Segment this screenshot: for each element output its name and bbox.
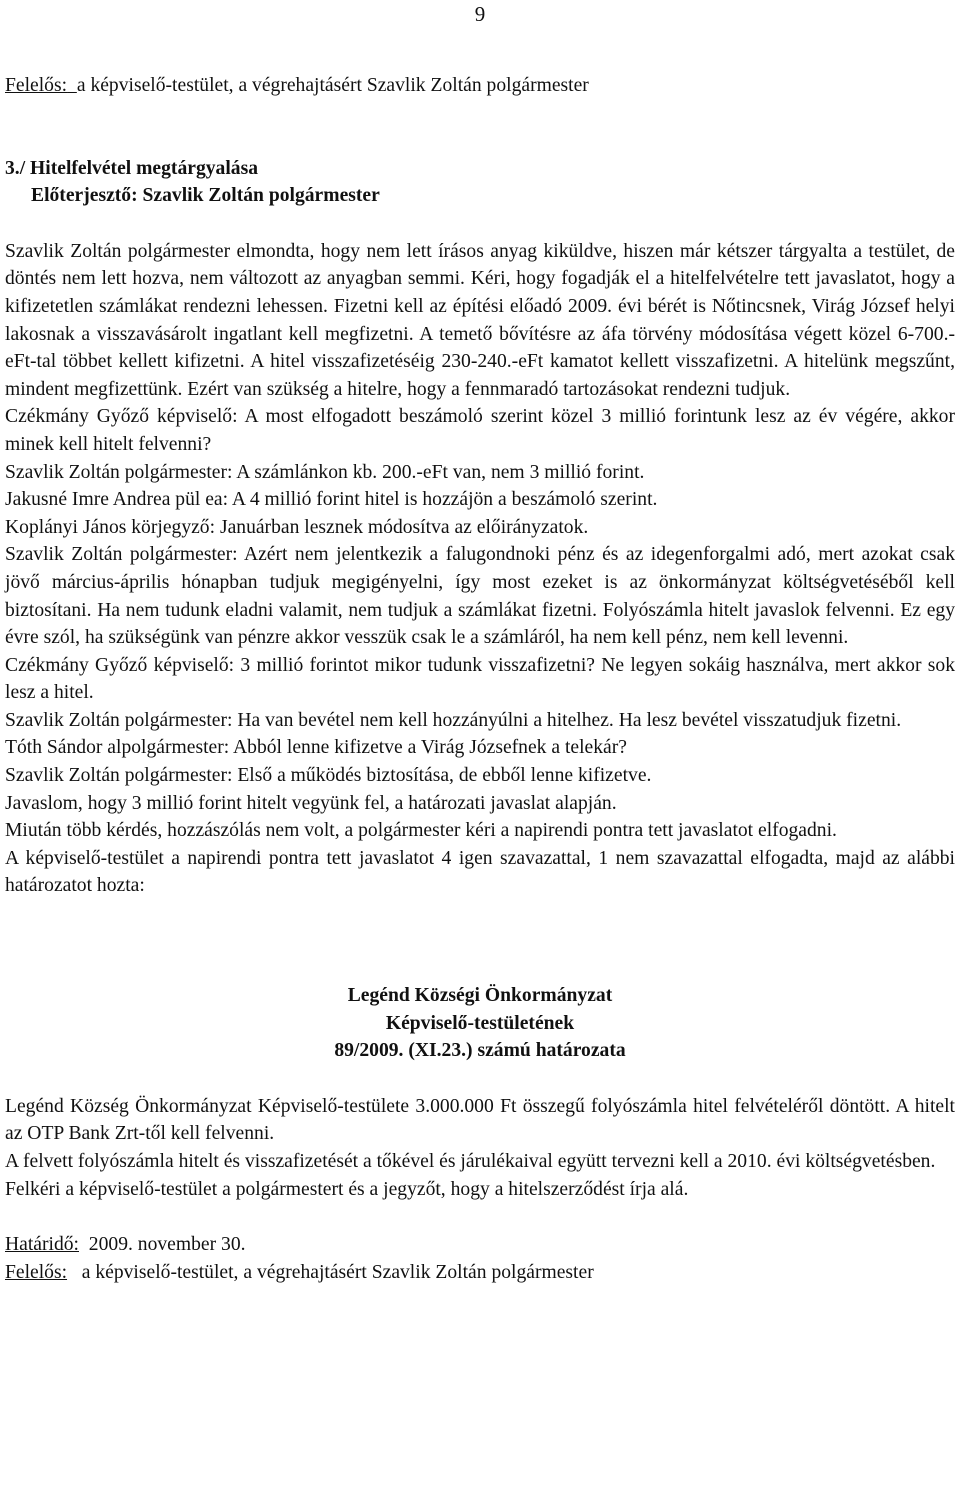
discussion [5, 238, 955, 900]
paragraph: Szavlik Zoltán polgármester: Azért nem jelentkezik a falugondnoki pénz és az idegenforgalmi adó, mert azokat csak jövő március-április hónapban tudjuk megigényelni, így most ezeket is az önkormányzat költségvetéséből kell biztosítani. Ha nem tudunk eladni valamit, nem tudjuk a számlákat fizetni. Folyószámla hitelt javaslok felvenni. Ez egy évre szól, ha szükségünk van pénzre akkor vesszük csak le a számláról, ha nem kell pénz, nem kell levenni. [5, 544, 955, 649]
responsible-text: a képviselő-testület, a végrehajtásért Szavlik Zoltán polgármester [76, 75, 589, 96]
resolution-title [5, 982, 955, 1065]
paragraph: Czékmány Győző képviselő: 3 millió forintot mikor tudunk visszafizetni? Ne legyen sokáig használva, mert akkor sok lesz a hitel. [5, 654, 955, 704]
page-number: 9 [474, 2, 486, 26]
paragraph: Tóth Sándor alpolgármester: Abból lenne kifizetve a Virág Józsefnek a telekár? [5, 737, 627, 759]
paragraph: Szavlik Zoltán polgármester: Első a működés biztosítása, de ebből lenne kifizetve. [5, 765, 652, 787]
resolution-title-line: 89/2009. (XI.23.) számú határozata [334, 1040, 626, 1062]
paragraph: A képviselő-testület a napirendi pontra tett javaslatot 4 igen szavazattal, 1 nem szavazattal elfogadta, majd az alábbi határozatot hozta: [5, 847, 955, 897]
paragraph: Szavlik Zoltán polgármester: Ha van bevétel nem kell hozzányúlni a hitelhez. Ha lesz bevétel visszatudjuk fizetni. [5, 709, 902, 731]
agenda-title: 3./ Hitelfelvétel megtárgyalása [5, 157, 258, 179]
agenda-presenter: Előterjesztő: Szavlik Zoltán polgármester [31, 185, 380, 207]
document-body [5, 72, 955, 1286]
agenda-heading [5, 155, 955, 210]
resolution-title-line: Képviselő-testületének [385, 1012, 575, 1034]
responsible-line-top [5, 72, 955, 100]
paragraph: Szavlik Zoltán polgármester: A számlánkon kb. 200.-eFt van, nem 3 millió forint. [5, 461, 645, 483]
deadline-label: Határidő: [5, 1234, 79, 1256]
resolution-paragraph: A felvett folyószámla hitelt és visszafizetését a tőkével és járulékaival együtt tervezni kell a 2010. évi költségvetésben. [5, 1151, 936, 1172]
resolution-paragraph: Felkéri a képviselő-testület a polgármestert és a jegyzőt, hogy a hitelszerződést írja alá. [5, 1178, 689, 1200]
paragraph: Jakusné Imre Andrea pül ea: A 4 millió forint hitel is hozzájön a beszámoló szerint. [5, 489, 658, 511]
resolution-title-line: Legénd Községi Önkormányzat [347, 985, 613, 1007]
paragraph: Miután több kérdés, hozzászólás nem volt, a polgármester kéri a napirendi pontra tett javaslatot elfogadni. [5, 820, 837, 842]
paragraph: Szavlik Zoltán polgármester elmondta, hogy nem lett írásos anyag kiküldve, hiszen már kétszer tárgyalta a testület, de döntés nem lett hozva, nem változott az anyagban semmi. Kéri, hogy fogadják el a hitelfelvételre tett javaslatot, hogy a kifizetetlen számlákat rendezni lehessen. Fizetni kell az építési előadó 2009. évi bérét is Nőtincsnek, Virág József helyi lakosnak a visszavásárolt ingatlant kell megfizetni. A temető bővítésre az áfa törvény módosítása végett közel 6-700.- eFt-tal többet kellett kifizetni. A hitel visszafizetéséig 230-240.-eFt kamatot kellett visszafizetni. A hitelünk megszűnt, mindent megfizettünk. Ezért van szükség a hitelre, hogy a fennmaradó tartozásokat rendezni tudjuk. [5, 240, 955, 400]
deadline-line [5, 1231, 955, 1259]
responsible-text: a képviselő-testület, a végrehajtásért Szavlik Zoltán polgármester [81, 1261, 594, 1283]
responsible-label: Felelős: [5, 75, 68, 96]
responsible-line-bottom [5, 1259, 955, 1287]
paragraph: Javaslom, hogy 3 millió forint hitelt vegyünk fel, a határozati javaslat alapján. [5, 792, 617, 814]
paragraph: Koplányi János körjegyző: Januárban lesznek módosítva az előirányzatok. [5, 516, 589, 538]
resolution-body [5, 1093, 955, 1203]
paragraph: Czékmány Győző képviselő: A most elfogadott beszámoló szerint közel 3 millió forintunk lesz az év végére, akkor minek kell hitelt felvenni? [5, 406, 955, 455]
resolution-paragraph: Legénd Község Önkormányzat Képviselő-testülete 3.000.000 Ft összegű folyószámla hitel felvételéről döntött. A hitelt az OTP Bank Zrt-től kell felvenni. [5, 1095, 955, 1145]
responsible-label: Felelős: [5, 1261, 68, 1283]
deadline-value: 2009. november 30. [88, 1234, 246, 1256]
